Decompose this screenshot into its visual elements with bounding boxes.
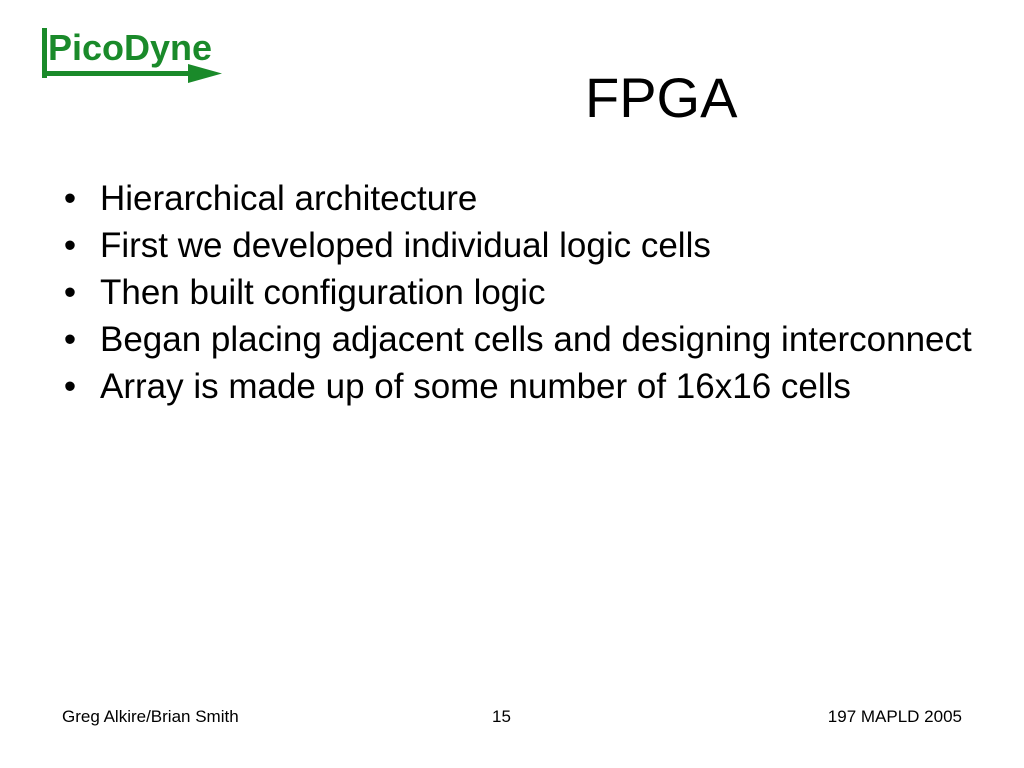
slide-title: FPGA (585, 66, 738, 129)
bullet-item (58, 227, 978, 264)
bullet-text: Then built configuration logic (100, 273, 546, 312)
bullet-icon: • (63, 226, 77, 265)
footer-authors: Greg Alkire/Brian Smith (62, 707, 239, 726)
picodyne-logo (38, 24, 228, 88)
bullet-text: Began placing adjacent cells and designing interconnect (100, 320, 972, 359)
bullet-text: Hierarchical architecture (100, 179, 478, 218)
bullet-item (58, 368, 978, 405)
bullet-icon: • (63, 273, 77, 312)
logo-wordmark: PicoDyne (48, 27, 213, 68)
bullet-item (58, 321, 978, 358)
bullet-item (58, 180, 978, 217)
bullet-icon: • (63, 320, 77, 359)
bullet-text: Array is made up of some number of 16x16 cells (100, 367, 851, 406)
picodyne-logo-graphic (38, 24, 228, 88)
bullet-item (58, 274, 978, 311)
bullet-icon: • (63, 367, 77, 406)
footer-page-number: 15 (492, 707, 511, 726)
bullet-text: First we developed individual logic cells (100, 226, 711, 265)
bullet-list (58, 180, 978, 415)
footer-event: 197 MAPLD 2005 (827, 707, 962, 726)
bullet-icon: • (63, 179, 77, 218)
